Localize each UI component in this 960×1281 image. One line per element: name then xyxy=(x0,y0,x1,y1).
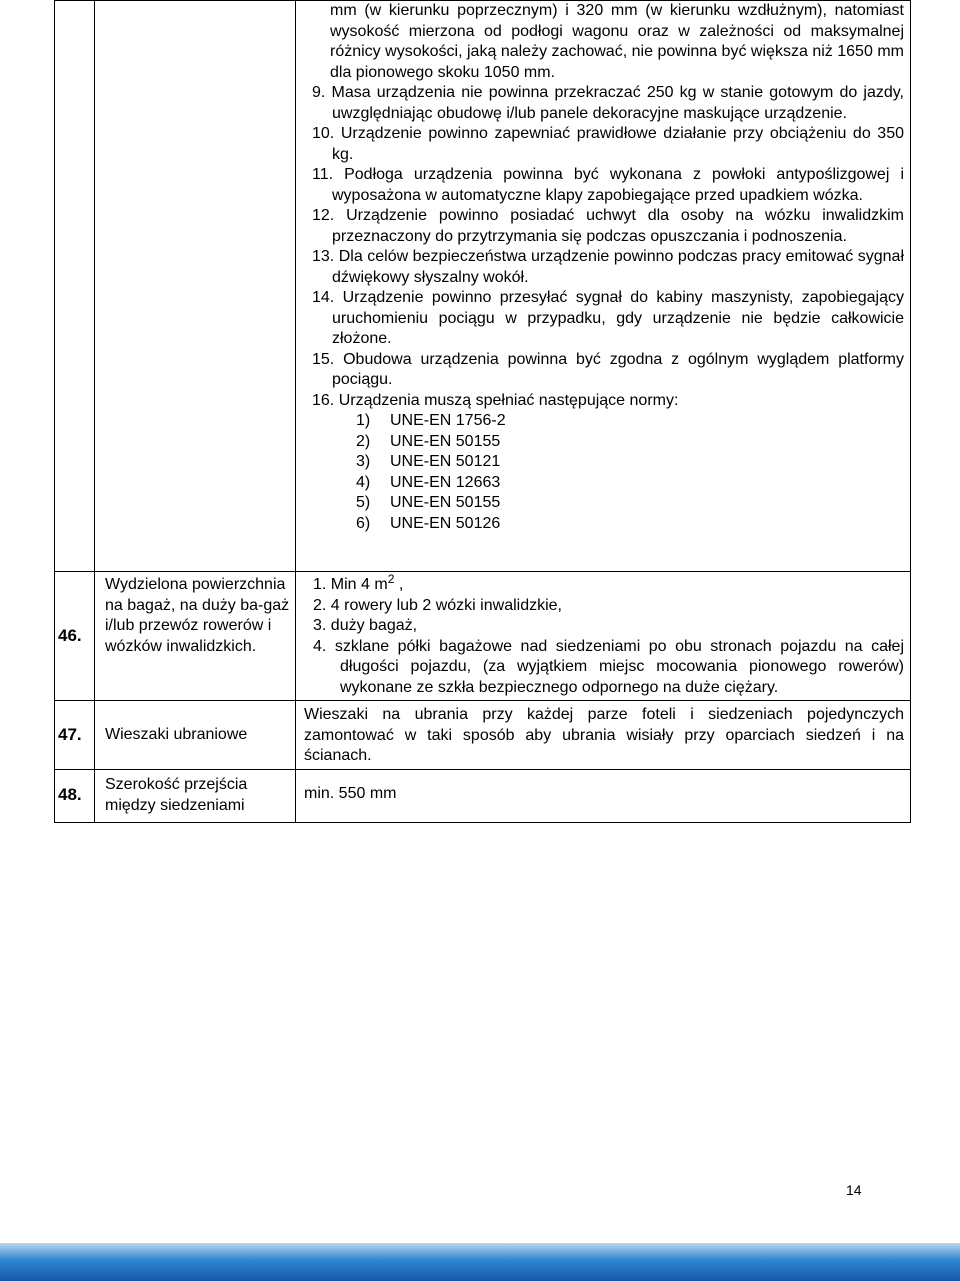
requirement-15: 15. Obudowa urządzenia powinna być zgodna z ogólnym wyglądem platformy pociągu. xyxy=(312,350,904,388)
requirement-14: 14. Urządzenie powinno przesyłać sygnał do kabiny maszynisty, zapobiegający uruchomieniu pociągu w przypadku, gdy urządzenie nie będzie całkowicie złożone. xyxy=(312,289,904,347)
norm-item: 6) UNE-EN 50126 xyxy=(356,514,501,532)
row-description: Wieszaki na ubrania przy każdej parze foteli i siedzeniach pojedynczych zamontować w taki sposób aby ubrania wisiały przy oparciach siedzeń i na ścianach. xyxy=(296,701,911,770)
requirement-area: 1. Min 4 $m^2$ , xyxy=(313,572,404,593)
row-name-empty xyxy=(95,1,296,572)
footer-bar xyxy=(0,1243,960,1281)
norm-item: 3) UNE-EN 50121 xyxy=(356,453,501,470)
norm-item: 2) UNE-EN 50155 xyxy=(356,432,501,450)
row-description xyxy=(296,1,911,572)
norm-item: 1) UNE-EN 1756-2 xyxy=(356,412,506,429)
requirement-9: 9. Masa urządzenia nie powinna przekraczać 250 kg w stanie gotowym do jazdy, uwzględniając obudowę i/lub panele dekoracyjne maskujące urządzenie. xyxy=(312,84,904,122)
row-number: 47. xyxy=(55,701,95,770)
row-name: Wieszaki ubraniowe xyxy=(95,701,296,770)
requirement-luggage: 3. duży bagaż, xyxy=(313,617,418,634)
table-row-46 xyxy=(55,572,911,701)
requirement-11: 11. Podłoga urządzenia powinna być wykonana z powłoki antypoślizgowej i wyposażona w automatyczne klapy zapobiegające przed upadkiem wózka. xyxy=(312,166,904,204)
row-number: 46. xyxy=(55,572,95,701)
page-number: 14 xyxy=(846,1182,862,1198)
table-row-48 xyxy=(55,769,911,822)
specification-table xyxy=(54,0,911,823)
requirement-10: 10. Urządzenie powinno zapewniać prawidłowe działanie przy obciążeniu do 350 kg. xyxy=(312,125,904,163)
row-description: min. 550 mm xyxy=(296,769,911,822)
row-number-empty xyxy=(55,1,95,572)
row-name: Wydzielona powierzchnia na bagaż, na duży ba-gaż i/lub przewóz rowerów i wózków inwalidzkich. xyxy=(95,572,296,701)
requirement-12: 12. Urządzenie powinno posiadać uchwyt dla osoby na wózku inwalidzkim przeznaczony do przytrzymania się podczas opuszczania i podnoszenia. xyxy=(312,207,904,245)
requirement-16: 16. Urządzenia muszą spełniać następujące normy: xyxy=(312,391,679,409)
norm-item: 5) UNE-EN 50155 xyxy=(356,494,501,511)
table-row-continuation xyxy=(55,1,911,572)
requirement-13: 13. Dla celów bezpieczeństwa urządzenie powinno podczas pracy emitować sygnał dźwiękowy słyszalny wokół. xyxy=(312,248,904,286)
table-row-47 xyxy=(55,701,911,770)
requirement-shelves: 4. szklane półki bagażowe nad siedzeniami po obu stronach pojazdu na całej długości pojazdu, (za wyjątkiem miejsc mocowania pionowego rowerów) wykonane ze szkła bezpiecznego odpornego na duże ciężary. xyxy=(313,637,904,696)
continuation-paragraph: mm (w kierunku poprzecznym) i 320 mm (w kierunku wzdłużnym), natomiast wysokość mierzona od podłogi wagonu oraz w zależności od maksymalnej różnicy wysokości, jaką należy zachować, nie powinna być większa niż 1650 mm dla pionowego skoku 1050 mm. xyxy=(330,2,904,81)
row-number: 48. xyxy=(55,769,95,822)
row-description xyxy=(296,572,911,701)
requirement-bikes: 2. 4 rowery lub 2 wózki inwalidzkie, xyxy=(313,596,562,614)
row-name: Szerokość przejścia między siedzeniami xyxy=(95,769,296,822)
norm-item: 4) UNE-EN 12663 xyxy=(356,473,501,491)
